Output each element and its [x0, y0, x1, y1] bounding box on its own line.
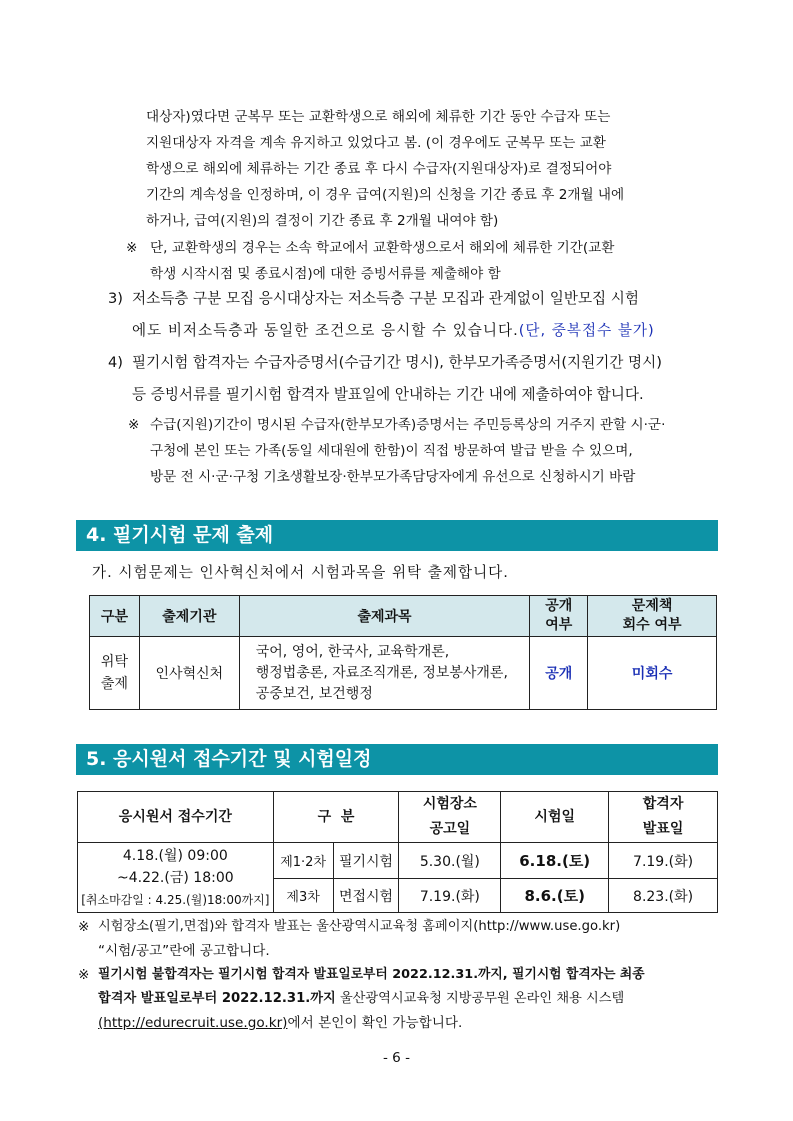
section-intro: 가. 시험문제는 인사혁신처에서 시험과목을 위탁 출제합니다.	[92, 564, 509, 581]
subject-line: 행정법총론, 자료조직개론, 정보봉사개론,	[255, 664, 508, 681]
footnote-line	[98, 1010, 462, 1036]
subject-line: 국어, 영어, 한국사, 교육학개론,	[255, 643, 450, 660]
footnote-line-bold: 필기시험 불합격자는 필기시험 합격자 발표일로부터 2022.12.31.까지, 필기시험 합격자는 최종	[98, 967, 645, 982]
cell-subjects	[239, 637, 530, 710]
cell-result-date: 7.19.(화)	[609, 843, 718, 879]
header-text: 회수 여부	[622, 617, 682, 633]
item-number: 4)	[108, 354, 123, 371]
header-division: 구 분	[273, 792, 399, 843]
recruit-link[interactable]: (http://edurecruit.use.go.kr)	[98, 1015, 288, 1031]
cell-type	[90, 637, 140, 710]
note-line: 단, 교환학생의 경우는 소속 학교에서 교환학생으로서 해외에 체류한 기간(교환	[150, 240, 615, 256]
header-text: 발표일	[642, 821, 684, 837]
header-text: 문제책	[631, 598, 673, 614]
subject-line: 공중보건, 보건행정	[255, 685, 373, 702]
cell-collection: 미회수	[588, 637, 717, 710]
continuation-line: 기간의 계속성을 인정하며, 이 경우 급여(지원)의 신청을 기간 종료 후 2개월 내에	[146, 187, 625, 203]
footnote-line: “시험/공고”란에 공고합니다.	[98, 943, 270, 959]
header-text: 시험장소	[422, 796, 477, 812]
header-text: 공고일	[429, 821, 471, 837]
cell-period	[78, 843, 274, 913]
note-line: 방문 전 시·군·구청 기초생활보장·한부모가족담당자에게 유선으로 신청하시기 바람	[150, 469, 636, 485]
cell-kind: 필기시험	[333, 843, 399, 879]
continuation-line: 대상자)였다면 군복무 또는 교환학생으로 해외에 체류한 기간 동안 수급자 또는	[146, 109, 611, 125]
header-exam-date: 시험일	[501, 792, 609, 843]
period-line: ~4.22.(금) 18:00	[117, 869, 234, 886]
item-line: 필기시험 합격자는 수급자증명서(수급기간 명시), 한부모가족증명서(지원기간 명시)	[132, 354, 662, 371]
note-mark: ※	[126, 240, 138, 256]
header-collection	[588, 596, 717, 637]
header-agency: 출제기관	[139, 596, 239, 637]
cell-exam-date: 6.18.(토)	[501, 843, 609, 879]
item-line: 등 증빙서류를 필기시험 합격자 발표일에 안내하는 기간 내에 제출하여야 합니다.	[132, 386, 644, 403]
cell-exam-date: 8.6.(토)	[501, 879, 609, 913]
continuation-line: 학생으로 해외에 체류하는 기간 종료 후 다시 수급자(지원대상자)로 결정되어야	[146, 161, 612, 177]
page-number: - 6 -	[382, 1050, 411, 1066]
section-heading: 5. 응시원서 접수기간 및 시험일정	[76, 744, 718, 775]
duplicate-note: (단, 중복접수 불가)	[518, 322, 655, 339]
cell-result-date: 8.23.(화)	[609, 879, 718, 913]
cell-round: 제3차	[273, 879, 333, 913]
continuation-line: 지원대상자 자격을 계속 유지하고 있었다고 봄. (이 경우에도 군복무 또는 교환	[146, 135, 606, 151]
header-result	[609, 792, 718, 843]
note-mark: ※	[78, 919, 90, 935]
note-mark: ※	[128, 417, 140, 433]
exam-source-table	[89, 595, 717, 710]
cell-venue-date: 5.30.(월)	[399, 843, 501, 879]
header-venue	[399, 792, 501, 843]
schedule-table	[77, 791, 718, 913]
note-line: 구청에 본인 또는 가족(동일 세대원에 한함)이 직접 방문하여 발급 받을 수 있으며,	[150, 443, 633, 459]
cell-text: 위탁	[100, 654, 128, 670]
header-text: 공개	[545, 598, 573, 614]
header-text: 합격자	[642, 796, 684, 812]
cell-disclosure: 공개	[530, 637, 588, 710]
cell-text: 출제	[100, 676, 128, 692]
footnote-bold: 합격자 발표일로부터 2022.12.31.까지	[98, 991, 336, 1006]
section-heading: 4. 필기시험 문제 출제	[76, 520, 718, 551]
item-text: 에도 비저소득층과 동일한 조건으로 응시할 수 있습니다.	[132, 322, 519, 339]
cancel-deadline: [취소마감일 : 4.25.(월)18:00까지]	[81, 892, 270, 907]
cell-round: 제1·2차	[273, 843, 333, 879]
header-division: 구분	[90, 596, 140, 637]
header-period: 응시원서 접수기간	[78, 792, 274, 843]
cell-venue-date: 7.19.(화)	[399, 879, 501, 913]
header-disclosure	[530, 596, 588, 637]
footnote-line: 시험장소(필기,면접)와 합격자 발표는 울산광역시교육청 홈페이지(http://www.use.go.kr)	[98, 919, 621, 934]
cell-kind: 면접시험	[333, 879, 399, 913]
item-line	[132, 318, 655, 344]
header-subjects: 출제과목	[239, 596, 530, 637]
cell-agency: 인사혁신처	[139, 637, 239, 710]
header-text: 여부	[545, 617, 573, 633]
item-line: 저소득층 구분 모집 응시대상자는 저소득층 구분 모집과 관계없이 일반모집 시험	[132, 290, 639, 307]
footnote-line	[98, 986, 624, 1012]
footnote-text: 에서 본인이 확인 가능합니다.	[287, 1015, 463, 1031]
note-line: 수급(지원)기간이 명시된 수급자(한부모가족)증명서는 주민등록상의 거주지 관할 시·군·	[150, 417, 666, 433]
note-line: 학생 시작시점 및 종료시점)에 대한 증빙서류를 제출해야 함	[150, 266, 501, 282]
note-mark: ※	[78, 967, 90, 983]
footnote-text: 울산광역시교육청 지방공무원 온라인 채용 시스템	[335, 991, 625, 1006]
period-line: 4.18.(월) 09:00	[122, 847, 228, 864]
item-number: 3)	[108, 290, 123, 307]
continuation-line: 하거나, 급여(지원)의 결정이 기간 종료 후 2개월 내여야 함)	[146, 213, 499, 229]
